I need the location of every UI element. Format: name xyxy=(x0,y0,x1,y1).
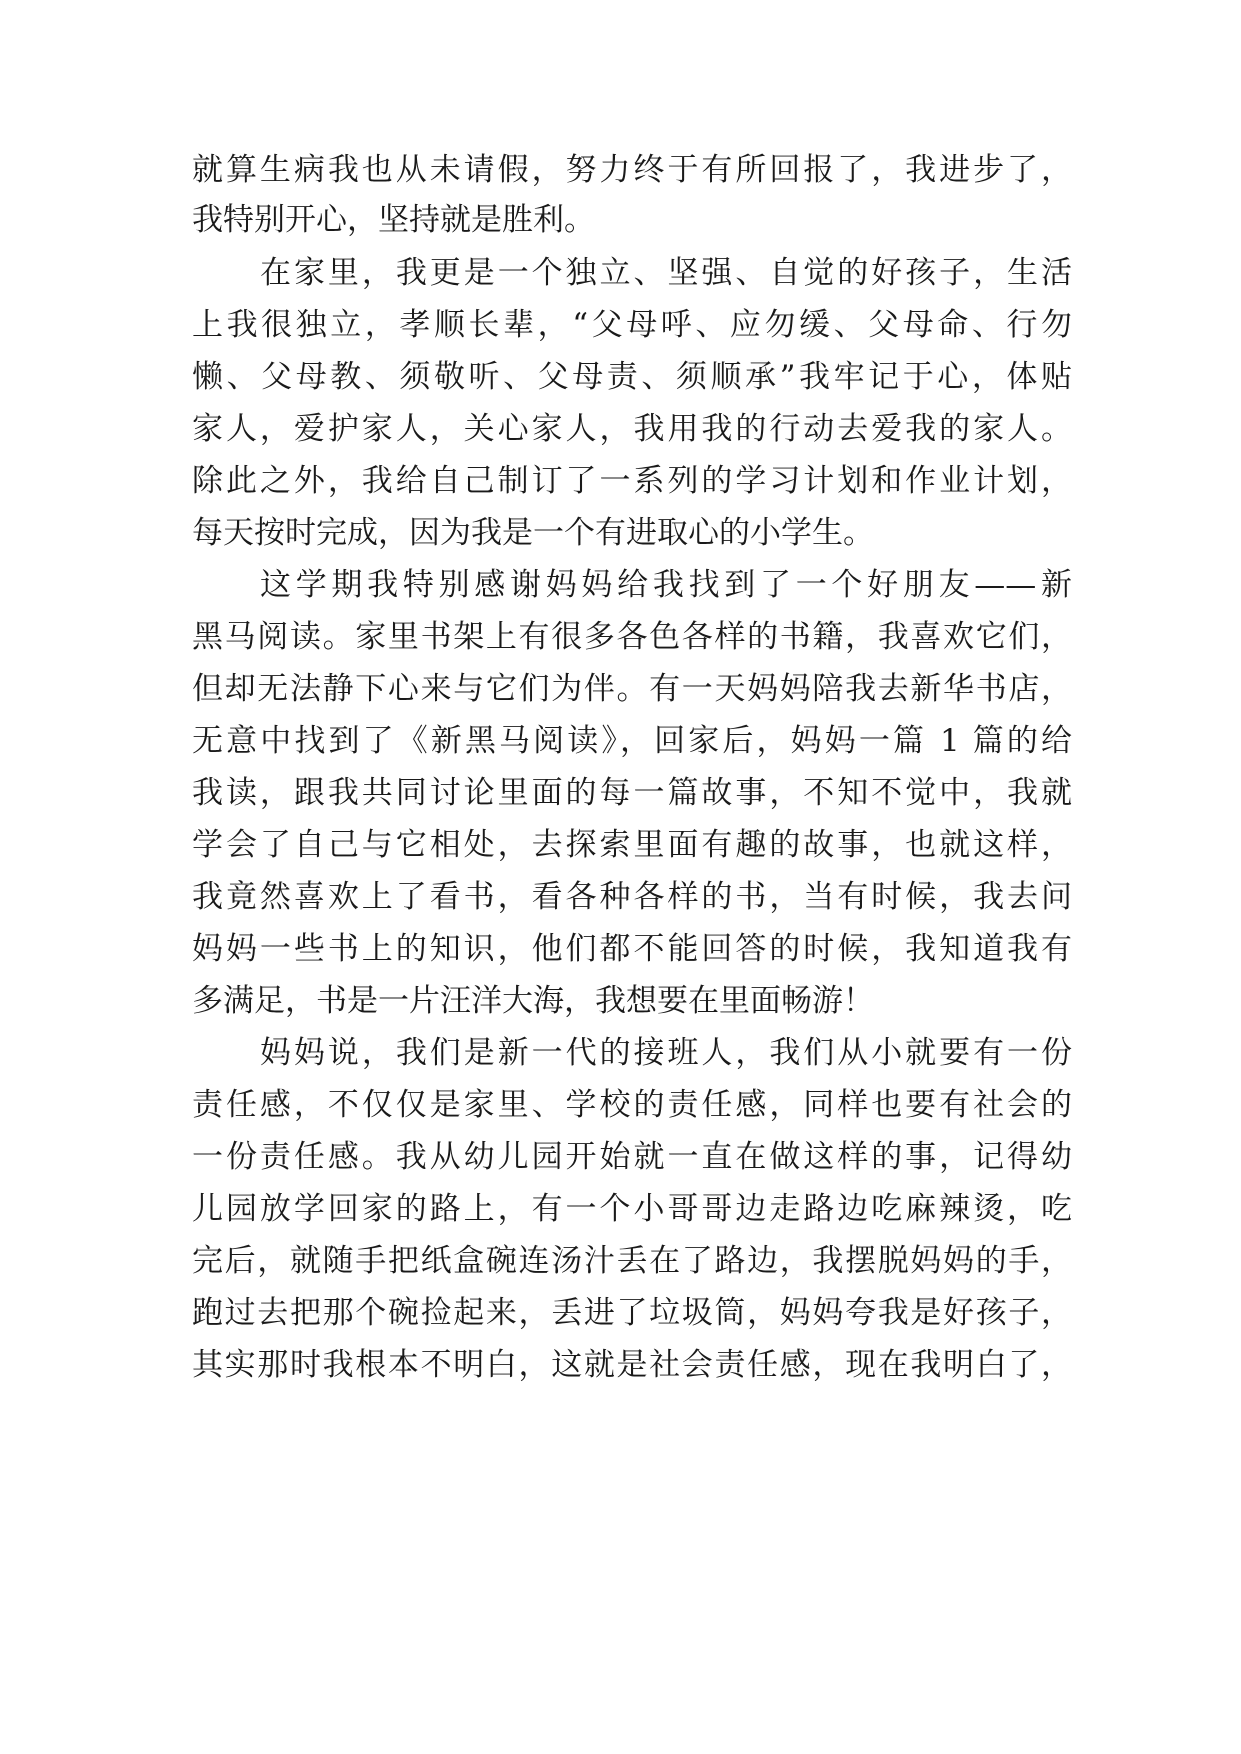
text-line: 懒、父母教、须敬听、父母责、须顺承”我牢记于心，体贴 xyxy=(192,359,1072,395)
text-line: 我读，跟我共同讨论里面的每一篇故事，不知不觉中，我就 xyxy=(192,775,1072,811)
text-line: 每天按时完成，因为我是一个有进取心的小学生。 xyxy=(192,515,874,551)
text-line: 上我很独立，孝顺长辈，“父母呼、应勿缓、父母命、行勿 xyxy=(192,307,1072,343)
text-line: 妈妈说，我们是新一代的接班人，我们从小就要有一份 xyxy=(260,1035,1072,1071)
text-line: 除此之外，我给自己制订了一系列的学习计划和作业计划， xyxy=(192,463,1072,499)
text-line: 儿园放学回家的路上，有一个小哥哥边走路边吃麻辣烫，吃 xyxy=(192,1191,1072,1227)
text-line: 黑马阅读。家里书架上有很多各色各样的书籍，我喜欢它们， xyxy=(192,619,1072,655)
text-line: 责任感，不仅仅是家里、学校的责任感，同样也要有社会的 xyxy=(192,1087,1072,1123)
text-line: 这学期我特别感谢妈妈给我找到了一个好朋友——新 xyxy=(260,567,1072,603)
text-line: 我特别开心，坚持就是胜利。 xyxy=(192,202,595,238)
text-line: 一份责任感。我从幼儿园开始就一直在做这样的事，记得幼 xyxy=(192,1139,1072,1175)
text-line: 我竟然喜欢上了看书，看各种各样的书，当有时候，我去问 xyxy=(192,879,1072,915)
text-line: 妈妈一些书上的知识，他们都不能回答的时候，我知道我有 xyxy=(192,931,1072,967)
text-line: 学会了自己与它相处，去探索里面有趣的故事，也就这样， xyxy=(192,827,1072,863)
text-line: 家人，爱护家人，关心家人，我用我的行动去爱我的家人。 xyxy=(192,411,1072,447)
text-line: 就算生病我也从未请假，努力终于有所回报了，我进步了， xyxy=(192,152,1072,188)
text-line: 其实那时我根本不明白，这就是社会责任感，现在我明白了， xyxy=(192,1347,1072,1383)
text-line: 多满足，书是一片汪洋大海，我想要在里面畅游！ xyxy=(192,983,874,1019)
text-line: 但却无法静下心来与它们为伴。有一天妈妈陪我去新华书店， xyxy=(192,671,1072,707)
text-line: 在家里，我更是一个独立、坚强、自觉的好孩子，生活 xyxy=(260,255,1072,291)
text-line: 跑过去把那个碗捡起来，丢进了垃圾筒，妈妈夸我是好孩子， xyxy=(192,1295,1072,1331)
text-line: 无意中找到了《新黑马阅读》，回家后，妈妈一篇 1 篇的给 xyxy=(192,723,1072,759)
text-line: 完后，就随手把纸盒碗连汤汁丢在了路边，我摆脱妈妈的手， xyxy=(192,1243,1072,1279)
